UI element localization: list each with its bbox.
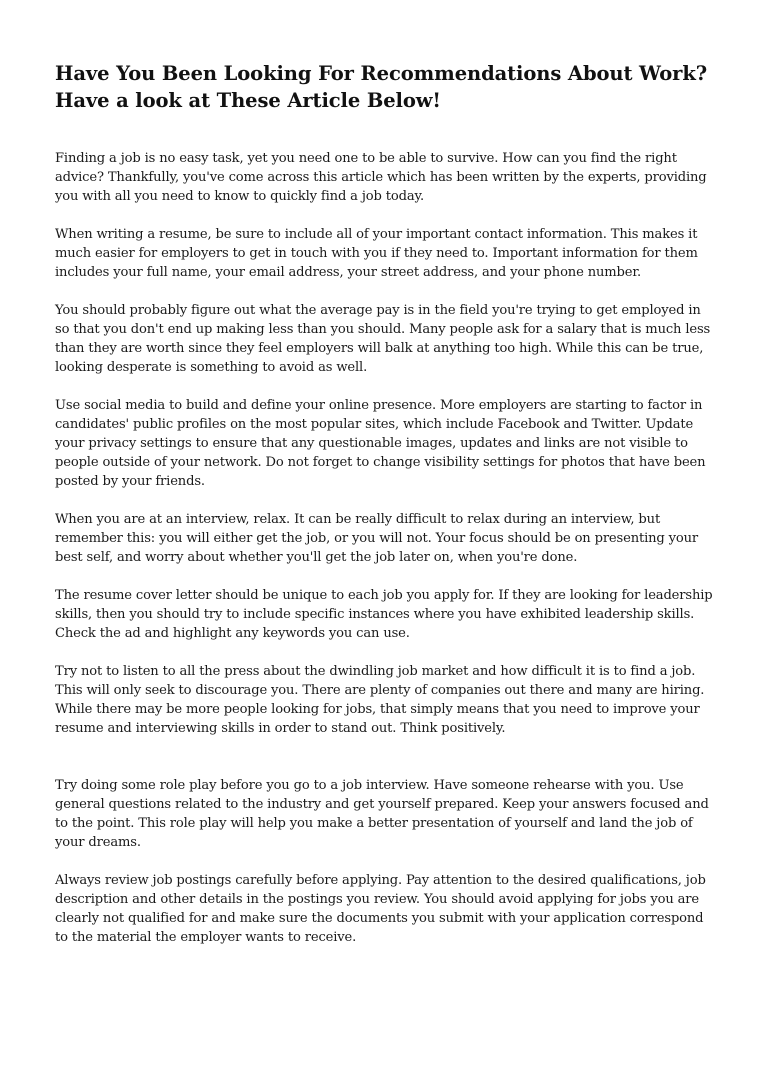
title-line-2: Have a look at These Article Below! (55, 89, 441, 112)
document-title (55, 60, 715, 114)
title-line-1: Have You Been Looking For Recommendations About Work? (55, 62, 708, 85)
document-page (55, 60, 715, 966)
paragraph-7: Try not to listen to all the press about the dwindling job market and how difficult it is to find a job. This will only seek to discourage you. There are plenty of companies out there and many are hiring. While there may be more people looking for jobs, that simply means that you need to improve your resume and interviewing skills in order to stand out. Think positively. (55, 664, 705, 736)
paragraph-5: When you are at an interview, relax. It can be really difficult to relax during an interview, but remember this: you will either get the job, or you will not. Your focus should be on presenting your best self, and worry about whether you'll get the job later on, when you're done. (55, 512, 699, 565)
document-body (55, 149, 715, 947)
paragraph-3: You should probably figure out what the average pay is in the field you're trying to get employed in so that you don't end up making less than you should. Many people ask for a salary that is much less than they are worth since they feel employers will balk at anything too high. While this can be true, looking desperate is something to avoid as well. (55, 303, 711, 375)
paragraph-1: Finding a job is no easy task, yet you need one to be able to survive. How can you find the right advice? Thankfully, you've come across this article which has been written by the experts, providing you with all you need to know to quickly find a job today. (55, 151, 707, 204)
paragraph-4: Use social media to build and define your online presence. More employers are starting to factor in candidates' public profiles on the most popular sites, which include Facebook and Twitter. Update your privacy settings to ensure that any questionable images, updates and links are not visible to people outside of your network. Do not forget to change visibility settings for photos that have been posted by your friends. (55, 398, 706, 489)
paragraph-2: When writing a resume, be sure to include all of your important contact information. This makes it much easier for employers to get in touch with you if they need to. Important information for them includes your full name, your email address, your street address, and your phone number. (55, 227, 698, 280)
paragraph-6: The resume cover letter should be unique to each job you apply for. If they are looking for leadership skills, then you should try to include specific instances where you have exhibited leadership skills. Check the ad and highlight any keywords you can use. (55, 588, 713, 641)
paragraph-8: Try doing some role play before you go to a job interview. Have someone rehearse with you. Use general questions related to the industry and get yourself prepared. Keep your answers focused and to the point. This role play will help you make a better presentation of yourself and land the job of your dreams. (55, 778, 709, 850)
paragraph-9: Always review job postings carefully before applying. Pay attention to the desired qualifications, job description and other details in the postings you review. You should avoid applying for jobs you are clearly not qualified for and make sure the documents you submit with your application correspond to the material the employer wants to receive. (55, 873, 706, 945)
